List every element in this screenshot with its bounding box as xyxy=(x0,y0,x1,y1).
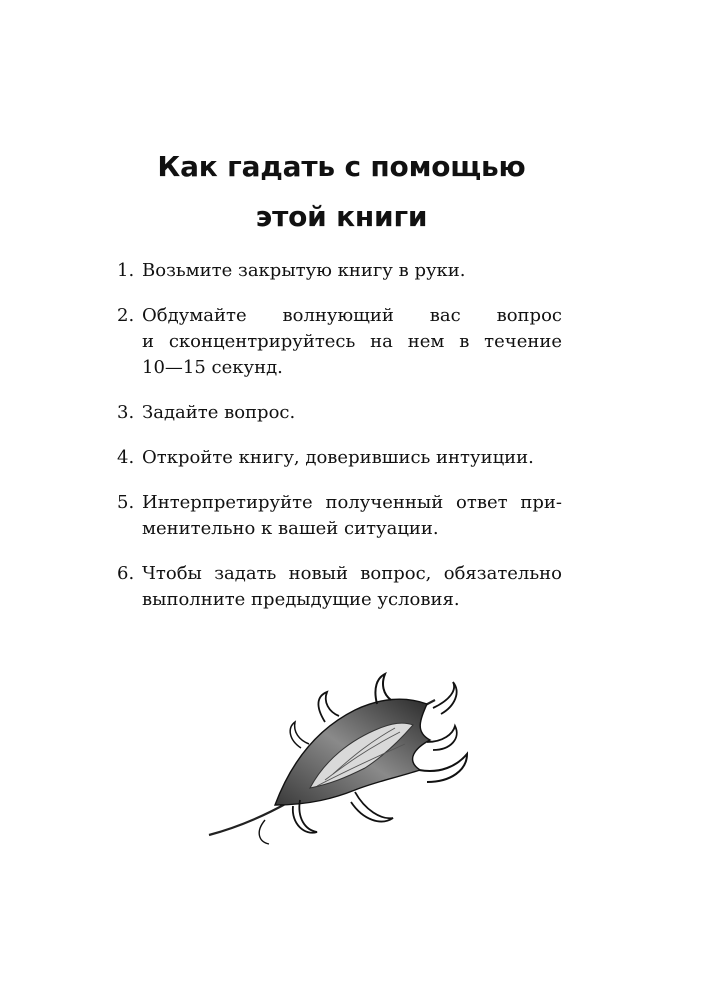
step-text xyxy=(142,400,562,426)
step-text xyxy=(142,561,562,613)
list-item xyxy=(117,258,562,284)
list-item xyxy=(117,400,562,426)
page-title xyxy=(0,142,683,242)
step-number: 5. xyxy=(117,492,135,513)
list-item xyxy=(117,303,562,381)
step-number: 6. xyxy=(117,563,135,584)
step-line: Обдумайте волнующий вас вопрос xyxy=(142,305,562,326)
step-line: Чтобы задать новый вопрос, обязательно xyxy=(142,563,562,584)
step-text xyxy=(142,445,562,471)
feather-icon xyxy=(205,670,485,850)
step-text xyxy=(142,303,562,381)
step-text xyxy=(142,258,562,284)
step-line: Возьмите закрытую книгу в руки. xyxy=(142,260,466,281)
step-line: Интерпретируйте полученный ответ при- xyxy=(142,492,562,513)
step-text xyxy=(142,490,562,542)
step-line: Откройте книгу, доверившись интуиции. xyxy=(142,447,534,468)
step-number: 4. xyxy=(117,447,135,468)
step-number: 3. xyxy=(117,402,135,423)
step-line: 10—15 секунд. xyxy=(142,357,283,378)
step-line: выполните предыдущие условия. xyxy=(142,589,460,610)
instructions-list xyxy=(117,258,562,632)
step-line: и сконцентрируйтесь на нем в течение xyxy=(142,331,562,352)
list-item xyxy=(117,490,562,542)
list-item xyxy=(117,561,562,613)
step-number: 1. xyxy=(117,260,135,281)
step-line: менительно к вашей ситуации. xyxy=(142,518,439,539)
title-line-1: Как гадать с помощью xyxy=(157,150,526,183)
title-line-2: этой книги xyxy=(255,200,428,233)
step-number: 2. xyxy=(117,305,135,326)
step-line: Задайте вопрос. xyxy=(142,402,296,423)
list-item xyxy=(117,445,562,471)
